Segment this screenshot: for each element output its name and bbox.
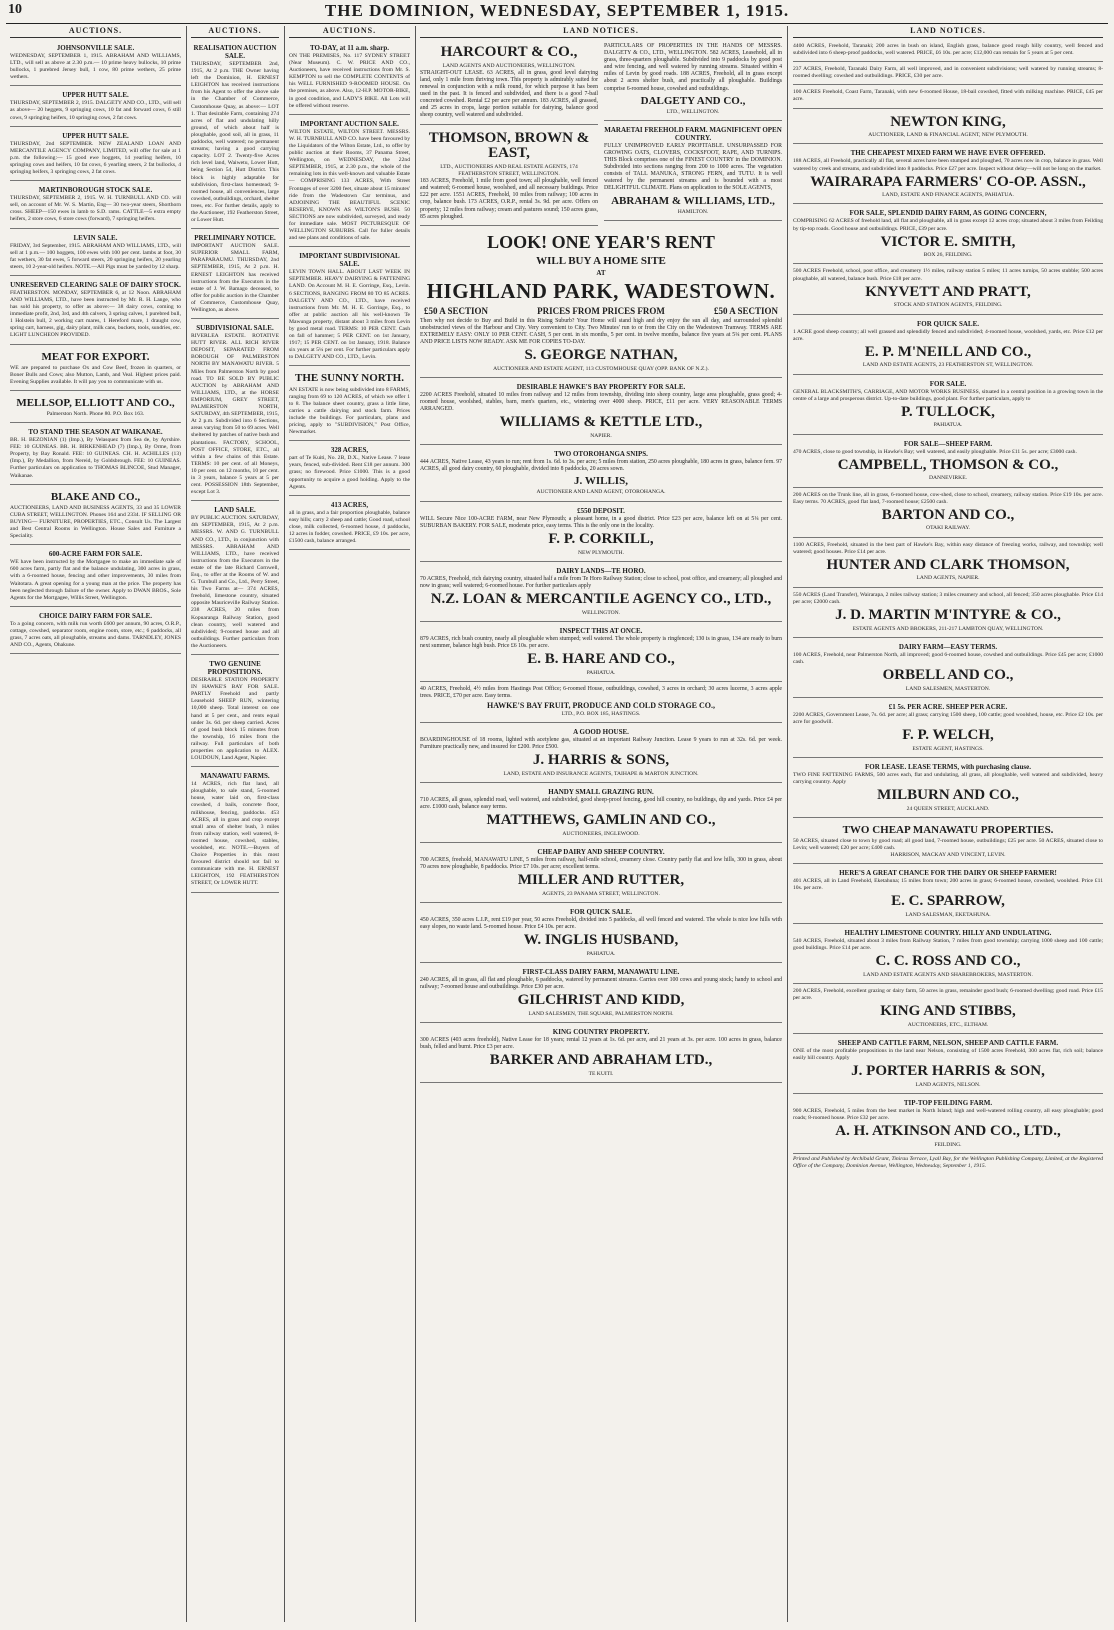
- advertiser-name: A. H. ATKINSON AND CO., LTD.,: [835, 1123, 1061, 1140]
- ad-body: RIVERLEA ESTATE. ROTATIVE HUTT RIVER. ALL RICH RIVER DEPOSIT, SEPARATED FROM BOROUGH OF PALMERSTON NORTH BY MANAWATU RIVER. 5 Miles from Palmerston North by good road. TO BE SOLD BY PUBLIC AUCTION by ABRAHAM AND WILLIAMS, LTD., at the HORSE EMPORIUM, GREY STREET, PALMERSTON NORTH, SATURDAY, 4th SEPTEMBER, 1915, At 2 p.m. Subdivided into 6 Sections, areas varying from 50 to 69 acres. Well sheltered by patches of native bush and plantations. FACTORY, SCHOOL, POST OFFICE, STORE, ETC., all within a few chains of this Estate. TERMS: 10 per cent. of all Moneys, 10 per cent. on 12 months, 10 per cent. in 3 years, balance 5 years at 5 per cent. POSSESSION 18th September, except Lot 3.: [191, 333, 279, 496]
- column-rule: [787, 26, 788, 1622]
- masthead-rule: [6, 23, 1108, 24]
- advertisement-harcourt: [420, 41, 598, 125]
- ad-body: To a going concern, with milk run worth £600 per annum, 90 acres, O.R.P., cottage, cowshed, separator room, engine room, store, etc.; 6 paddocks, all grass, 7 acres oats, all ploughable, streams and dams. TARNDLEY, JONES AND CO., Agents, Ohakune.: [10, 620, 181, 649]
- ad-heading: MARAETAI FREEHOLD FARM. MAGNIFICENT OPEN COUNTRY.: [604, 125, 782, 142]
- ad-body: THURSDAY, SEPTEMBER 2, 1915. DALGETY AND CO., LTD., will sell as above— 20 heggets, 9 springing cows, 10 fat and forward cows, 6 still cows, 9 springing heifers, 10 springing cows, 2 fat cows.: [10, 100, 181, 121]
- ad-body: 50 ACRES, situated close to town by good road; all good land, 7-roomed house, outbuildings; £25 per acre. 50 ACRES, situated close to Levin; well watered; £20 per acre; £400 cash.: [793, 837, 1103, 851]
- advertiser-address: LAND AGENTS AND AUCTIONEERS, WELLINGTON.: [442, 62, 576, 69]
- advertiser-address: ESTATE AGENT, HASTINGS.: [912, 745, 984, 752]
- ad-body: WEDNESDAY, SEPTEMBER 1, 1915. ABRAHAM AND WILLIAMS, LTD., will sell as above at 2.30 p.m.— 10 prime heavy bullocks, 10 prime bullocks, 1 purebred Jersey bull, 1 cow, 80 prime wethers, 25 prime wethers.: [10, 53, 181, 81]
- advertiser-name: MELLSOP, ELLIOTT AND CO.,: [16, 396, 175, 409]
- advertiser-name: MILBURN AND CO.,: [877, 786, 1019, 803]
- advertiser-name: HUNTER AND CLARK THOMSON,: [826, 556, 1070, 573]
- ad-heading: FOR QUICK SALE.: [569, 908, 633, 917]
- ad-body: 500 ACRES Freehold, school, post office, and creamery 1½ miles, railway station 5 miles; 11 acres turnips, 50 acres stubble; 500 acres ploughable, all watered, balance bush. Price £18 per acre.: [793, 268, 1103, 282]
- ad-body: DESIRABLE STATION PROPERTY IN HAWKE'S BAY FOR SALE. PARTLY Freehold and partly Leasehold SHEEP RUN, wintering 10,000 sheep. Total interest on one hand at 5 per cent., and rents equal under 3s. 6d. per sheep carried. Acres of good bush block 15 minutes from the township, 16 miles from the railway. Full particulars of both properties on application to ALEX. LOUDOUN, Land Agent, Napier.: [191, 677, 279, 762]
- ad-body: 2200 ACRES, Government Lease, 7s. 6d. per acre; all grass; carrying 1500 sheep, 100 cattle; good woolshed, house, etc. Price £2 10s. per acre for goodwill.: [793, 711, 1103, 725]
- ad-body: ON THE PREMISES, No. 117 SYDNEY STREET (Near Museum). C. W. PRICE AND CO., Auctioneers, have received instructions from Mr. S. KEMPTON to sell the COMPLETE CONTENTS of his WELL FURNISHED 9-ROOMED HOUSE. On the premises, as above. Also, 12-H.P. MOTOR-BIKE, in good condition, and LADY'S BIKE. All Lots will be offered without reserve.: [289, 53, 410, 109]
- advertiser-address: 24 QUEEN STREET, AUCKLAND.: [906, 805, 990, 812]
- ad-heading: IMPORTANT SUBDIVISIONAL SALE.: [299, 252, 400, 269]
- ad-body: COMPRISING 62 ACRES of freehold land, all flat and ploughable, all in grass except 12 acres crop; situated about 3 miles from Feilding by tip-top roads. Good house and outbuildings. PRICE, £39 per acre.: [793, 218, 1103, 232]
- advertiser-address: AUCTIONEER AND LAND AGENT, OTOROHANGA.: [536, 489, 666, 496]
- advertiser-address: LAND SALESMAN, EKETAHUNA.: [905, 912, 991, 918]
- ad-body: 1100 ACRES, Freehold, situated in the best part of Hawke's Bay, within easy distance of freezing works, railway, and township; well watered; good houses. Price £14 per acre.: [793, 541, 1103, 555]
- advertisement-miller: [420, 845, 782, 903]
- column-heading: AUCTIONS.: [289, 26, 410, 38]
- advertiser-name: ABRAHAM & WILLIAMS, LTD.,: [611, 194, 775, 207]
- ad-heading: UPPER HUTT SALE.: [62, 91, 129, 100]
- advertiser-address: TE KUITI.: [588, 1071, 614, 1078]
- advertiser-address: LAND AND ESTATE AGENTS, 23 FEATHERSTON ST, WELLINGTON.: [862, 362, 1034, 369]
- ad-body: FEATHERSTON. MONDAY, SEPTEMBER 6, at 12 Noon. ABRAHAM AND WILLIAMS, LTD., have been instructed by Mr. R. H. Lange, who has sold his property, to offer as above:— 38 dairy cows, coming to immediate profit, 2nd, 3rd, and 4th calvers, 3 spring calves, 1 purebred bull, 1 Holstein bull, 2 working cart mares, 1 Hereford mare, 1 draught cow, spring cart, harness, gig, dairy plant, milk cans, buckets, tools, sundries, etc. LIGHT LUNCHEON PROVIDED.: [10, 289, 181, 339]
- ad-heading: UPPER HUTT SALE.: [62, 131, 129, 140]
- price-left: £50 A SECTION: [424, 305, 489, 316]
- ad-body: 900 ACRES, Freehold, 5 miles from the best market in North Island; high and well-watered rolling country, all easy ploughable; good roads; 8-roomed house. Price £32 per acre.: [793, 1108, 1103, 1122]
- advertisement: [289, 117, 410, 248]
- ad-heading: HEALTHY LIMESTONE COUNTRY. HILLY AND UNDULATING.: [844, 929, 1052, 938]
- advertiser-name: N.Z. LOAN & MERCANTILE AGENCY CO., LTD.,: [430, 590, 772, 607]
- ad-at: AT: [596, 268, 606, 277]
- advertisement: [191, 41, 279, 229]
- ad-heading: THE CHEAPEST MIXED FARM WE HAVE EVER OFFERED.: [850, 149, 1046, 158]
- advertiser-name: HARCOURT & CO.,: [440, 44, 578, 60]
- ad-body: AN ESTATE is now being subdivided into 8 FARMS, ranging from 69 to 120 ACRES, of which we offer 1 to 8. The balance sheet country, grass a little lime, carries a cattle dairying and stock farm. Prices include the buildings. For particulars, plans and pricing, apply to "SUBDIVISION," Post Office, Newmarket.: [289, 386, 410, 436]
- ad-body: STRAIGHT-OUT LEASE. 63 ACRES, all in grass, good level dairying land, only 1 mile from thriving town. This property is admirably suited for renewal in conjunction with a milk round, for which purpose it has been used in the past. It is fenced and subdivided, and there is a good 7-bail concreted cowshed. Rental £2 per acre per annum. 183 ACRES, all grassed, and 25 acres in crops, large portion suitable for dairying, balance good sheep country, well watered and subdivided.: [420, 69, 598, 119]
- ad-heading: CHEAP DAIRY AND SHEEP COUNTRY.: [537, 848, 665, 856]
- ad-body: 300 ACRES (403 acres freehold), Native Lease for 18 years; rental 12 years at 1s. 6d. per acre, and 21 years at 3s. per acre. 100 acres in grass, balance bush, felled and burnt. Price £3 per acre.: [420, 1037, 782, 1051]
- column-auctions-2: [187, 26, 283, 1622]
- advertiser-name: C. C. ROSS AND CO.,: [875, 953, 1021, 970]
- advertiser-name: GILCHRIST AND KIDD,: [517, 992, 685, 1009]
- advertiser-name: P. TULLOCK,: [901, 403, 995, 420]
- advertisement: [289, 498, 410, 550]
- ad-heading: TWO CHEAP MANAWATU PROPERTIES.: [842, 823, 1054, 836]
- advertiser-address: LTD., WELLINGTON.: [666, 108, 720, 115]
- advertiser-name: WILLIAMS & KETTLE LTD.,: [499, 414, 703, 431]
- ad-body: AUCTIONEERS, LAND AND BUSINESS AGENTS, 33 and 35 LOWER CUBA STREET, WELLINGTON. Phones 164 and 2334. IF SELLING OR BUYING— FURNITURE, PROPERTIES, ETC., Consult Us. The Largest and Best Central Rooms in Wellington. House Sales and Furniture a Speciality.: [10, 504, 181, 540]
- advertiser-name: E. C. SPARROW,: [891, 893, 1005, 910]
- ad-heading: JOHNSONVILLE SALE.: [56, 44, 135, 52]
- advertiser-name: J. PORTER HARRIS & SON,: [851, 1063, 1045, 1080]
- column-land-notices-1: [416, 26, 786, 1622]
- ad-body: PARTICULARS OF PROPERTIES IN THE HANDS OF MESSRS. DALGETY & CO., LTD., WELLINGTON. 582 ACRES, Leasehold, all in grass, three-quarters ploughable. Subdivided into 9 paddocks by good post and wire fencing, and well watered by running streams. Situated within 4 miles of Levin by good roads. 188 ACRES, Freehold, all in grass except about 2 acres shelter bush, and practically all ploughable. Buildings comprise 6-roomed house, cowshed and outbuildings.: [604, 43, 782, 92]
- ad-body: Then why not decide to Buy and Build in this Rising Suburb? Your Home will stand high and dry enjoy the sun all day, and surrounded splendid unobstructed views of the Harbour and City. Very convenient to City. Two Minutes' run to or from the City on the Wadestown Tramway. TERMS ARE EXTREMELY EASY: ONLY 10 PER CENT. CASH, 5 per cent. in six months, 5 per cent. in twelve months, balance five years at 5¼ per cent. PLANS AND PRICE LISTS NOW READY. ASK ME FOR COPIES TO-DAY.: [420, 317, 782, 346]
- ad-body: 550 ACRES (Land Transfer), Wairarapa, 2 miles railway station; 3 miles creamery and school, all fenced; 350 acres ploughable. Price £14 per acre; £2000 cash.: [793, 591, 1103, 605]
- ad-heading: £550 DEPOSIT.: [577, 506, 625, 515]
- advertiser-address: LAND SALESMEN, THE SQUARE, PALMERSTON NORTH.: [528, 1011, 674, 1017]
- advertisement: [10, 88, 181, 126]
- advertiser-address: PAHIATUA.: [586, 950, 616, 957]
- ad-body: 100 ACRES, Freehold, near Palmerston North, all improved; good 6-roomed house, cowshed and outbuildings. Price £45 per acre; £1000 cash.: [793, 651, 1103, 665]
- ad-body: BR. H. BEZONIAN (1) (Imp.), By Velasquez from Sea de, by Ayrshire. FEE: 10 GUINEAS. BR. H. BIRKENHEAD (7) (Imp.), By Orme, from Property, by Bay Ronald. FEE: 10 GUINEAS. CH. H. ACHILLES (13) (Imp.), By Medallion, from Nereid, by Goldsbrough. FEE: 10 GUINEAS. Further particulars on application to THOMAS BLINCOE, Stud Manager, Waikanae.: [10, 437, 181, 479]
- ad-heading: A GOOD HOUSE.: [573, 727, 629, 736]
- advertiser-name: S. GEORGE NATHAN,: [524, 347, 678, 364]
- ad-body: 450 ACRES, 350 acres L.I.P., rent £19 per year, 50 acres Freehold, divided into 5 paddocks, all well fenced and watered. The whole is nice low hills with easy slopes, no waste land. 5-roomed house. Price £4 10s. per acre.: [420, 917, 782, 931]
- printer-imprint: Printed and Published by Archibald Grant, Tinirau Terrace, Lyall Bay, for the Wellington Publishing Company, Limited, at the Registered Office of the Company, Dominion Avenue, Wellington, Wednesday, September 1, 1915.: [793, 1156, 1103, 1170]
- advertisement: [289, 249, 410, 366]
- ad-heading: SHEEP AND CATTLE FARM, NELSON, SHEEP AND CATTLE FARM.: [837, 1039, 1059, 1048]
- advertisement: [793, 490, 1103, 538]
- advertiser-name: HARRISON, MACKAY AND VINCENT, LEVIN.: [890, 851, 1006, 858]
- advertiser-address: FEILDING.: [934, 1142, 962, 1149]
- advertisement-inglis: [420, 905, 782, 963]
- ad-body: 40 ACRES, Freehold, 4½ miles from Hastings Post Office; 6-roomed House, outbuildings, cowshed, 3 acres in orchard; 30 acres lucerne, 3 acres apple trees. PRICE, £70 per acre. Easy terms.: [420, 685, 782, 699]
- advertisement: [793, 317, 1103, 375]
- advertiser-name: J. HARRIS & SONS,: [532, 752, 670, 769]
- ad-heading: £1 5s. PER ACRE. SHEEP PER ACRE.: [888, 702, 1008, 711]
- advertiser-name: NEWTON KING,: [890, 113, 1006, 130]
- ad-body: 540 ACRES, Freehold, situated about 3 miles from Railway Station, 7 miles from good township; carrying 1000 sheep and 100 cattle; good buildings. Price £14 per acre.: [793, 938, 1103, 952]
- ad-body: IMPORTANT AUCTION SALE. SUPERIOR SMALL FARM, PARAPARAUMU. THURSDAY, 2nd SEPTEMBER, 1915, At 2 p.m. H. ERNEST LEIGHTON has received instructions from the Executors in the estate of J. W. Bamago deceased, to offer for public auction in the Chamber of Commerce, Customhouse Quay, Wellington, as above.: [191, 243, 279, 313]
- ad-body: 237 ACRES, Freehold, Taranaki Dairy Farm, all well improved, and in convenient subdivisions; well watered by running streams; 8-roomed dwelling; cowshed and outbuildings. PRICE, £30 per acre.: [793, 66, 1103, 80]
- advertisement: [10, 487, 181, 546]
- advertiser-name: THOMSON, BROWN & EAST,: [428, 129, 590, 162]
- ad-body: LEVIN TOWN HALL. ABOUT LAST WEEK IN SEPTEMBER. HEAVY DAIRYING & FATTENING LAND. On Account M. H. E. Gorringe, Esq., Levin. 6 SECTIONS, RANGING FROM 80 TO 85 ACRES. DALGETY AND CO., LTD., have received instructions from Mr. M. H. E. Gorringe, Esq., to offer at public auction all his well-known Te Mawunga property, distant about 3 miles from Levin by good metal road. TERMS: 10 PER CENT. Cash on fall of hammer; 5 PER CENT. on 1st January, 1917; 15 PER CENT. on 1st January, 1918. Balance six years at 5¼ per cent. For further particulars apply to DALGETY AND CO., LTD., Levin.: [289, 269, 410, 361]
- ad-heading: MARTINBOROUGH STOCK SALE.: [38, 186, 153, 195]
- column-heading: LAND NOTICES.: [793, 26, 1103, 38]
- page-number: 10: [8, 2, 22, 17]
- ad-heading: INSPECT THIS AT ONCE.: [559, 626, 643, 635]
- ad-heading: PRELIMINARY NOTICE.: [194, 234, 276, 243]
- advertisement: [191, 321, 279, 501]
- ad-heading: DAIRY FARM—EASY TERMS.: [898, 642, 998, 651]
- advertisement: [793, 41, 1103, 62]
- ad-heading: SUBDIVISIONAL SALE.: [196, 324, 274, 333]
- advertiser-address: LAND, ESTATE AND FINANCE AGENTS, PAHIATUA.: [882, 192, 1014, 199]
- price-middle: PRICES FROM PRICES FROM: [537, 305, 665, 316]
- ad-body: ONE of the most profitable propositions in the land near Nelson, consisting of 1500 acres Freehold, 300 acres flat, rich soil; balance easily hill country. Apply: [793, 1048, 1103, 1062]
- advertiser-address: ESTATE AGENTS AND BROKERS, 211-217 LAMBTON QUAY, WELLINGTON.: [852, 625, 1044, 632]
- advertiser-address: HAMILTON.: [677, 208, 709, 215]
- ad-heading: REALISATION AUCTION SALE.: [193, 44, 277, 60]
- advertisement-thomson: [420, 127, 598, 226]
- advertisement: [793, 700, 1103, 758]
- ad-heading: LEVIN SALE.: [73, 233, 118, 242]
- ad-body: 879 ACRES, rich bush country, nearly all ploughable when stumped; well watered. The whole property is ringfenced; 130 is in grass, 134 are ready to burn next summer, balance high bush. Price £6 10s. per acre.: [420, 635, 782, 649]
- ad-body: 200 ACRES, Freehold, excellent grazing or dairy farm, 50 acres in grass, remainder good bush; 6-roomed dwelling; good road. Price £15 per acre.: [793, 988, 1103, 1002]
- ad-heading: FOR SALE—SHEEP FARM.: [903, 439, 993, 448]
- ad-body: 2200 ACRES Freehold, situated 10 miles from railway and 12 miles from township, dividing into sheep country, large area ploughable, grass good; 4-roomed house, woolshed, stables, barn, men's quarters, etc., wintering over 4000 sheep. PRICE, £11 per acre. VERY REASONABLE TERMS ARRANGED.: [420, 392, 782, 413]
- advertiser-address: BOX 26, FEILDING.: [923, 252, 973, 259]
- advertisement: [793, 760, 1103, 818]
- ad-body: 401 ACRES, all in Land Freehold, Eketahuna; 15 miles from town; 200 acres in grass; 6-roomed house, cowshed, woolshed. Price £11 10s. per acre.: [793, 878, 1103, 892]
- advertisement: [793, 64, 1103, 85]
- ad-body: GENERAL BLACKSMITH'S, CARRIAGE, AND MOTOR WORKS BUSINESS, situated in a central position in a growing town in the centre of a large and prosperous district. Up-to-date buildings, good plant. For further particulars, apply to: [793, 388, 1103, 402]
- advertisement: [10, 129, 181, 181]
- ad-heading: UNRESERVED CLEARING SALE OF DAIRY STOCK.: [10, 280, 181, 289]
- ad-heading: TO STAND THE SEASON AT WAIKANAE.: [28, 428, 163, 437]
- column-heading: AUCTIONS.: [10, 26, 181, 38]
- advertiser-address: DANNEVIRKE.: [928, 475, 968, 482]
- advertisement: [793, 206, 1103, 264]
- advertisement-newton-king: [793, 111, 1103, 145]
- ad-body: FRIDAY, 3rd September, 1915. ABRAHAM AND WILLIAMS, LTD., will sell at 1 p.m.— 100 hoggets, 100 ewes with 100 per cent. lambs at foot, 30 fat wethers, 30 fat ewes, 5 forward steers, 20 springing heifers, 20 yearling steers, 10 2-year-old heifers. NOTE.—All Pigs must be yarded by 12 sharp.: [10, 242, 181, 270]
- ad-heading: HERE'S A GREAT CHANCE FOR THE DAIRY OR SHEEP FARMER!: [839, 869, 1057, 878]
- advertiser-address: AUCTIONEERS, INGLEWOOD.: [562, 830, 640, 837]
- ad-heading: MANAWATU FARMS.: [200, 772, 270, 781]
- advertisement: [191, 657, 279, 767]
- advertiser-name: ORBELL AND CO.,: [882, 666, 1014, 683]
- advertiser-name: VICTOR E. SMITH,: [880, 233, 1016, 250]
- advertiser-name: J. D. MARTIN M'INTYRE & CO.,: [835, 606, 1061, 623]
- advertisement: [793, 590, 1103, 638]
- ad-body: 710 ACRES, all grass, splendid road, well watered, and subdivided, good sheep-proof fencing, good hill country, no buildings, dip and yards. Price £4 per acre. £1000 cash, balance easy terms.: [420, 796, 782, 811]
- ad-body: WILTON ESTATE, WILTON STREET. MESSRS. W. H. TURNBULL AND CO. have been favoured by the Liquidators of the Wilton Estate, Ltd., to offer by public auction at their Rooms, 37 Panama Street, Wellington, on WEDNESDAY, the 22nd SEPTEMBER, 1915, at 2.30 p.m., the whole of the remaining lots in this well-known and valuable Estate— COMPRISING 133 ACRES, With Street Frontages of over 3200 feet, situate about 15 minutes' ride from the Wadestown Car terminus, and ADJOINING THE BEAUTIFUL SCENIC RESERVE, KNOWN AS WILTON'S BUSH. 50 SECTIONS are now subdivided, surveyed, and ready for immediate sale. MOST PICTURESQUE OF WELLINGTON SUBURBS. Call for fuller details and see plans and conditions of sale.: [289, 128, 410, 242]
- advertisement: [10, 393, 181, 423]
- ad-body: 183 ACRES, Freehold, 1 mile from good town; all ploughable, well fenced and watered; 6-roomed house, woolshed, and all necessary buildings. Price £22 per acre. 1551 ACRES, Freehold, 10 miles from railway; 100 acres in crop, balance bush. 173 ACRES, O.R.P., rental 3s. 9d. per acre. Offers on property; 12 miles from railway; cream and pastures sound; 150 acres grass, 85 acres ploughed.: [420, 178, 598, 220]
- advertiser-name: HAWKE'S BAY FRUIT, PRODUCE AND COLD STORAGE CO.,: [486, 700, 716, 710]
- advertiser-name: BLAKE AND CO.,: [50, 490, 141, 503]
- ad-body: 4400 ACRES, Freehold, Taranaki; 200 acres in bush on island, English grass, balance good rough hilly country, well fenced and subdivided into 6 sheep-proof paddocks, well watered. PRICE, £6 10s. per acre; £12,000 can remain for 5 years at 5 per cent.: [793, 43, 1103, 57]
- advertisement: [793, 87, 1103, 108]
- ad-heading: 328 ACRES,: [330, 446, 369, 455]
- advertisement: [10, 183, 181, 228]
- ad-heading: 413 ACRES,: [330, 500, 369, 509]
- ad-body: Palmerston North. Phone 80. P.O. Box 163.: [46, 411, 145, 417]
- ad-body: FULLY UNIMPROVED EARLY PROFITABLE. UNSURPASSED FOR GROWING OATS, CLOVERS, COCKSFOOT, RAPE, AND TURNIPS. THIS Block comprises one of the FINEST COUNTRY in the DOMINION. Subdivided into sections ranging from 200 to 1000 acres. The vegetation consists of TALL MANUKA, STRONG FERN, and TUTU. It is well watered by the permanent streams and is bounded with a most DELIGHTFUL CLIMATE. Plans on application to the SOLE AGENTS,: [604, 142, 782, 192]
- advertiser-name: KING AND STIBBS,: [880, 1003, 1016, 1020]
- ad-heading: HANDY SMALL GRAZING RUN.: [548, 787, 654, 796]
- ad-body: 470 ACRES, close to good township, in Hawke's Bay; well watered, and easily ploughable. Price £11 5s. per acre; £3000 cash.: [793, 448, 1077, 455]
- advertisement: [191, 503, 279, 655]
- ad-location: HIGHLAND PARK, WADESTOWN.: [426, 278, 776, 303]
- ad-subheadline: WILL BUY A HOME SITE: [536, 254, 666, 267]
- advertisement: [289, 443, 410, 495]
- advertisement-barker: [420, 1025, 782, 1083]
- advertiser-name: W. INGLIS HUSBAND,: [523, 932, 679, 949]
- advertiser-name: J. WILLIS,: [574, 475, 628, 488]
- ad-body: 188 ACRES, all Freehold, practically all flat, several acres have been stumped and ploughed, 70 acres now in crop, balance in grass. Well watered by creek and streams, and subdivided into 8 paddocks. Price £27 per acre. Inspect without delay—will not be long on the market.: [793, 158, 1103, 172]
- advertisement-gilchrist: [420, 965, 782, 1023]
- advertisement: [10, 609, 181, 654]
- ad-body: part of Te Kuiti, No. 2B, D.X., Native Lease. 7 lease years, fenced, sub-divided. Rent £18 per annum. 300 grass; no firewood. Price £1000. This is a good opportunity to acquire a good holding. Apply to the Agents.: [289, 455, 410, 490]
- ad-body: WE have been instructed by the Mortgagee to make an immediate sale of 600 acres farm, partly flat and the balance undulating, 300 acres in grass, with a 6-roomed house, fencing and other improvements, 30 miles from Waitotara. A great opening for a young man at the price. The property has been neglected through failure of the owner. Apply to DWAN BROS., Sole Agents for the Mortgagee, Willis Street, Wellington.: [10, 559, 181, 601]
- advertiser-name: DALGETY AND CO.,: [640, 94, 746, 107]
- advertiser-address: LAND SALESMEN, MASTERTON.: [905, 685, 991, 692]
- advertisement: [191, 769, 279, 892]
- ad-body: 444 ACRES, Native Lease, 43 years to run; rent from 1s. 6d. to 3s. per acre; 5 miles from station, 250 acres ploughable, 180 acres in grass, balance fern. 97 ACRES, all good dairy country, 60 ploughable, divided into 8 paddocks, 20 acres sown.: [420, 459, 782, 473]
- masthead: [0, 0, 1114, 22]
- ad-body: 14 ACRES, rich flat land, all ploughable, to sale stand, 5-roomed house, water laid on, first-class cowshed, 4 bails, concrete floor, milkhouse, fencing, paddocks. 453 ACRES, all in grass and crop except small area of shelter bush, 3 miles from railway station, well watered, 8-roomed house, cowshed, stables, woolshed, etc. NOTE.—Buyers of Choice Properties in this most favoured district should not fail to communicate with me. H. ERNEST LEIGHTON, 192 FEATHERSTON STREET, Or LOWER HUTT.: [191, 781, 279, 887]
- ad-body: BOARDINGHOUSE of 18 rooms, lighted with acetylene gas, situated at an important Railway Junction. Lease 9 years to run at 32s. 6d. per week. Furniture practically new, and insured for £200. Price £500.: [420, 736, 782, 751]
- ad-heading: CHOICE DAIRY FARM FOR SALE.: [38, 611, 153, 620]
- advertiser-name: E. P. M'NEILL AND CO.,: [864, 343, 1032, 360]
- advertisement-matthews: [420, 785, 782, 843]
- advertiser-address: LTD., AUCTIONEERS AND REAL ESTATE AGENTS, 174 FEATHERSTON STREET, WELLINGTON.: [440, 164, 578, 178]
- advertiser-name: MATTHEWS, GAMLIN AND CO.,: [486, 812, 716, 829]
- ad-heading: MEAT FOR EXPORT.: [41, 350, 150, 363]
- ad-body: 1 ACRE good sheep country; all well grassed and splendidly fenced and subdivided; 4-roomed house, woolshed, yards, etc. Price £12 per acre.: [793, 328, 1103, 342]
- ad-body: WE are prepared to purchase Ox and Cow Beef, frozen in quarters, or Boner Bulls and Cows; also Mutton, Lamb, and Veal. Highest prices paid. Evening Supplies available. It will pay you to communicate with us.: [10, 364, 181, 385]
- ad-heading: FOR SALE, SPLENDID DAIRY FARM, AS GOING CONCERN,: [849, 209, 1047, 218]
- advertisement-highland-park: [420, 228, 782, 378]
- ad-heading: FOR SALE.: [929, 379, 967, 388]
- advertiser-address: PAHIATUA.: [933, 422, 963, 429]
- advertisement-dalgety: [604, 41, 782, 121]
- advertisement: [793, 437, 1103, 488]
- price-right: £50 A SECTION: [713, 305, 778, 316]
- advertisement: [10, 425, 181, 485]
- ad-body: TWO FINE FATTENING FARMS, 500 acres each, flat and undulating, all grass, all ploughable, well watered and subdivided, heavy carrying country. Apply: [793, 771, 1103, 785]
- ad-heading: TWO GENUINE PROPOSITIONS.: [207, 660, 263, 677]
- advertisement-otorohanga: [420, 447, 782, 501]
- advertisement: [10, 278, 181, 345]
- advertiser-address: OTAKI RAILWAY.: [926, 525, 970, 532]
- advertisement: [793, 866, 1103, 924]
- advertisement-harris: [420, 725, 782, 783]
- advertiser-address: LAND AGENTS, NAPIER.: [916, 575, 980, 582]
- advertisement: [289, 41, 410, 115]
- advertiser-address: LTD., P.O. BOX 185, HASTINGS.: [561, 710, 641, 717]
- advertisement: [793, 377, 1103, 435]
- advertiser-address: STOCK AND STATION AGENTS, FEILDING.: [893, 302, 1003, 309]
- advertisement-hawkes-bay: [420, 380, 782, 445]
- advertiser-name: MILLER AND RUTTER,: [517, 872, 685, 889]
- advertiser-name: BARTON AND CO.,: [881, 506, 1015, 523]
- ad-body: THURSDAY, SEPTEMBER 2nd, 1915, At 2 p.m. THE Owner having left the Dominion, H. ERNEST LEIGHTON has received instructions from his Agent to offer the above sale in the Chamber of Commerce, Customhouse Quay, as above:— LOT 1. That desirable Farm, containing 274 acres of flat and undulating hilly ground, of which about half is ploughable, good soil, all in grass, 11 paddocks, well watered; no permanent streams; having a good carrying capacity. LOT 2. Twenty-five Acres rich level land, Waiwetu, Lower Hutt, being Section 54, Hutt District. This block is highly adaptable for subdivision, first-class homestead; 9-roomed house, all conveniences, large cowshed, outbuildings, orchard, shelter trees, etc. For further details, apply to the Auctioneer, 192 Featherston Street, or Lower Hutt.: [191, 61, 279, 224]
- advertiser-address: LAND AGENTS, NELSON.: [915, 1082, 981, 1089]
- advertisement: [793, 1096, 1103, 1154]
- ad-heading: TWO OTOROHANGA SNIPS.: [554, 450, 648, 459]
- advertisement-hawkes-bay-fruit: [420, 684, 782, 723]
- advertiser-name: CAMPBELL, THOMSON & CO.,: [837, 456, 1059, 473]
- advertiser-address: AUCTIONEERS, ETC., ELTHAM.: [907, 1022, 989, 1029]
- ad-heading: THE SUNNY NORTH.: [295, 372, 404, 385]
- ad-body: THURSDAY, SEPTEMBER 2, 1915. W. H. TURNBULL AND CO. will sell, on account of Mr. W. S. Martin, Eng— 30 two-year steers, Shorthorn cross. SHEEP—150 ewes in lamb to S.D. rams. CATTLE—5 extra empty heifers, 2 store cows, 6 store cows (forward), 7 springing heifers.: [10, 195, 181, 223]
- advertisement: [793, 146, 1103, 204]
- advertiser-address: LAND AND ESTATE AGENTS AND SHAREBROKERS, MASTERTON.: [863, 972, 1033, 979]
- advertisement: [10, 347, 181, 391]
- price-row: [424, 306, 778, 316]
- advertiser-name: F. P. WELCH,: [902, 726, 994, 743]
- advertisement-corkill: [420, 504, 782, 562]
- newspaper-title: THE DOMINION, WEDNESDAY, SEPTEMBER 1, 1915.: [324, 1, 790, 20]
- ad-body: 240 ACRES, all in grass, all flat and ploughable, 6 paddocks, watered by permanent streams. Carries over 100 cows and young stock; handy to school and railway; 7-roomed house and outbuildings. Price £30 per acre.: [420, 977, 782, 991]
- column-heading: AUCTIONS.: [191, 26, 279, 38]
- ad-body: all in grass, and a fair proportion ploughable, balance easy hills; carry 2 sheep and cattle; Good road, school close, milk collected, 6-roomed house, 4 paddocks, 12 acres in fodder, cowshed. PRICE, £9 10s. per acre, £1500 cash, balance arranged.: [289, 509, 410, 545]
- ad-body: WILL Secure Nice 100-ACRE FARM, near New Plymouth; a pleasant home, in a good district. Price £23 per acre, balance left on at 5¼ per cent. SUBURBAN BAKERY. FOR SALE, moderate price, easy terms. This is the only one in the locality.: [420, 515, 782, 529]
- advertiser-address: AUCTIONEER AND ESTATE AGENT, 113 CUSTOMHOUSE QUAY (OPP. BANK OF N.Z.).: [493, 365, 709, 372]
- advertiser-address: AGENTS, 23 PANAMA STREET, WELLINGTON.: [542, 890, 660, 897]
- ad-heading: IMPORTANT AUCTION SALE.: [300, 119, 399, 128]
- advertiser-address: NAPIER.: [590, 433, 612, 440]
- advertisement-maraetai: [604, 123, 782, 221]
- ad-heading: 600-ACRE FARM FOR SALE.: [48, 550, 143, 559]
- ad-body: 70 ACRES, Freehold, rich dairying country, situated half a mile from Te Horo Railway Station; close to school, post office, and creamery; all ploughed and now in grass; well watered; 6-roomed house. For further particulars apply: [420, 575, 782, 589]
- advertisement: [10, 547, 181, 607]
- ad-heading: FIRST-CLASS DAIRY FARM, MANAWATU LINE.: [522, 968, 680, 977]
- ad-body: 200 ACRES on the Trunk line, all in grass, 6-roomed house, cow-shed, close to school, creamery, railway station. Price £19 10s. per acre. Easy terms. 70 ACRES, good flat land, 7-roomed house; £2500 cash.: [793, 491, 1103, 505]
- advertiser-name: F. P. CORKILL,: [548, 530, 654, 547]
- advertisement: [10, 231, 181, 276]
- advertiser-address: AUCTIONEER, LAND & FINANCIAL AGENT, NEW PLYMOUTH.: [868, 132, 1028, 139]
- ad-heading: LAND SALE.: [214, 506, 256, 515]
- column-heading: LAND NOTICES.: [420, 26, 782, 38]
- ad-heading: TIP-TOP FEILDING FARM.: [903, 1099, 993, 1108]
- advertisement: [793, 640, 1103, 698]
- column-land-notices-2: [789, 26, 1107, 1622]
- advertiser-address: NEW PLYMOUTH.: [578, 549, 624, 556]
- advertisement: [191, 231, 279, 319]
- advertisement: [793, 540, 1103, 588]
- advertiser-address: LAND, ESTATE AND INSURANCE AGENTS, TAIHAPE & MARTON JUNCTION.: [503, 770, 699, 777]
- advertisement-hare: [420, 624, 782, 682]
- advertiser-address: PAHIATUA.: [586, 669, 616, 676]
- advertiser-name: E. B. HARE AND CO.,: [527, 650, 675, 667]
- ad-body: THURSDAY, 2nd SEPTEMBER. NEW ZEALAND LOAN AND MERCANTILE AGENCY COMPANY, LIMITED, will offer for sale at 1 p.m. the following:— 15 good ewe hoggets, 14 yearling heifers, 10 springing cows and heifers, 10 fat cows, 6 yearling steers, 2 fat bullocks, 4 springing heifers, 3 springing cows, 2 fat cows.: [10, 140, 181, 176]
- advertiser-name: WAIRARAPA FARMERS' CO-OP. ASSN.,: [810, 173, 1086, 190]
- advertiser-name: KNYVETT AND PRATT,: [865, 283, 1031, 300]
- ad-body: BY PUBLIC AUCTION. SATURDAY, 4th SEPTEMBER, 1915, At 2 p.m. MESSRS. W. AND G. TURNBULL AND CO., LTD., in conjunction with MESSRS. ABRAHAM AND WILLIAMS, LTD., have received instructions from the Executors in the estate of the late Richard Cornwell, Esq., to offer at the Rooms of W. and G. Turnbull and Co., Ltd., Perry Street, his Two Farms at— 374 ACRES, freehold, limestone country, situated opposite Mauriceville Railway Station. 238 ACRES, 20 miles from Kopuaranga Railway Station, good clean country, well watered and subdivided; 9-roomed house and all outbuildings. Further particulars from the Auctioneers.: [191, 515, 279, 649]
- advertisement: [793, 820, 1103, 864]
- ad-heading: TO-DAY, at 11 a.m. sharp.: [309, 44, 390, 52]
- ad-body: 100 ACRES Freehold, Coast Farm, Taranaki, with new 6-roomed House, 18-bail cowshed, fitted with milking machine. PRICE, £45 per acre.: [793, 89, 1103, 103]
- ad-heading: DESIRABLE HAWKE'S BAY PROPERTY FOR SALE.: [516, 383, 686, 392]
- advertisement: [793, 986, 1103, 1034]
- ad-body: 700 ACRES, freehold, MANAWATU LINE, 5 miles from railway, half-mile school, creamery close. Country partly flat and low hills, 300 in grass, about 70 acres now ploughable, 8 paddocks. Price £7 10s. per acre; excellent terms.: [420, 857, 782, 871]
- advertisement: [793, 1036, 1103, 1094]
- advertiser-address: WELLINGTON.: [581, 609, 621, 616]
- ad-heading: FOR LEASE. LEASE TERMS, with purchasing clause.: [864, 762, 1032, 771]
- advertisement: [289, 368, 410, 441]
- ad-heading: KING COUNTRY PROPERTY.: [552, 1028, 650, 1037]
- advertisement: [793, 926, 1103, 984]
- ad-heading: FOR QUICK SALE.: [916, 319, 980, 328]
- ad-headline: LOOK! ONE YEAR'S RENT: [487, 231, 715, 252]
- advertisement-nz-loan: [420, 564, 782, 622]
- column-auctions-3: [285, 26, 414, 1622]
- advertisement: [793, 266, 1103, 314]
- column-auctions-1: [6, 26, 185, 1622]
- advertiser-name: BARKER AND ABRAHAM LTD.,: [489, 1052, 713, 1069]
- advertisement: [10, 41, 181, 86]
- ad-heading: DAIRY LANDS—TE HORO.: [556, 566, 646, 575]
